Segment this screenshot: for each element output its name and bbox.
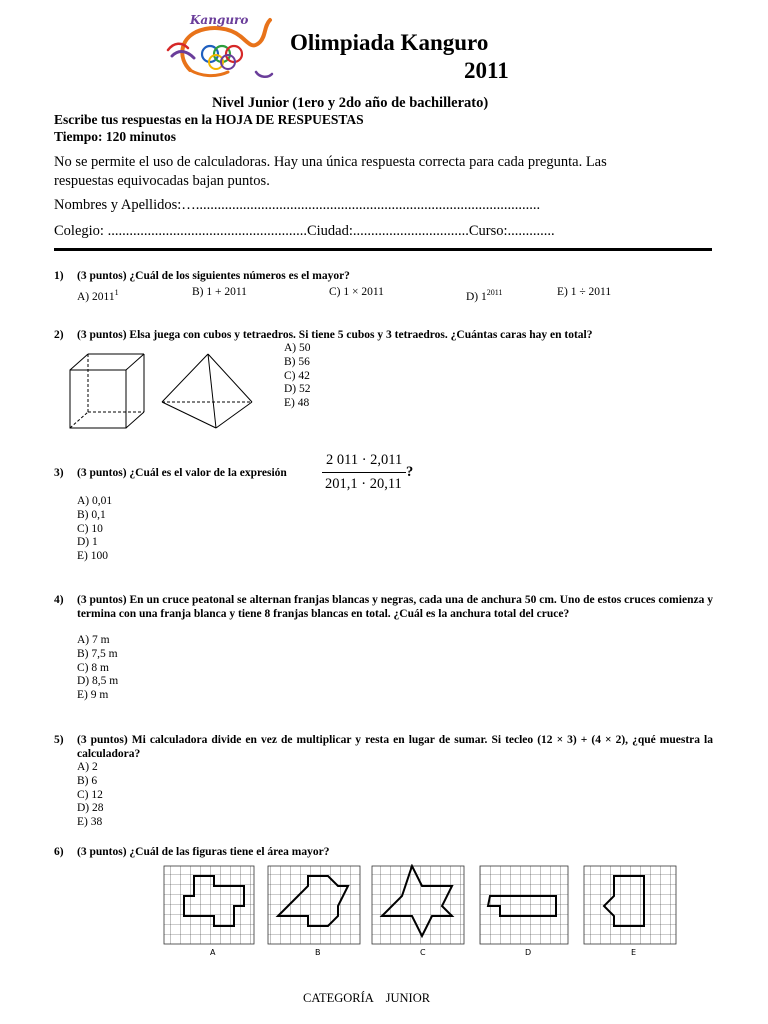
q5-option-c: C) 12 [77,788,103,801]
footer-category: CATEGORÍA JUNIOR [303,991,431,1005]
q4-option-b: B) 7,5 m [77,647,118,660]
q6-grid-figures [160,864,690,946]
grid-figure-d [480,866,568,944]
q5-option-e: E) 38 [77,816,103,829]
grid-label-a: A [210,948,216,957]
q1-option-a: A) 2011$^1$ [77,288,119,303]
q2-options [284,342,311,411]
grid-figure-b [268,866,360,944]
school-field: Colegio: .......................................................Ciudad:................................Curso:............. [54,223,555,239]
q5-option-a: A) 2 [77,761,98,773]
question-4-number: 4) [54,594,64,606]
grid-label-b: B [315,948,321,957]
instructions-line-2: Tiempo: 120 minutos [54,129,177,144]
grid-label-e: E [631,948,637,957]
level-heading: Nivel Junior (1ero y 2do año de bachillerato) [212,95,489,111]
q4-option-d: D) 8,5 m [77,675,119,688]
question-3-number: 3) [54,467,64,479]
grid-figure-c [372,866,464,944]
q2-option-d: D) 52 [284,383,311,396]
instructions-line-1: Escribe tus respuestas en la HOJA DE RESPUESTAS [54,112,364,127]
name-field: Nombres y Apellidos:…............................................................................................... [54,197,541,213]
q3-option-d: D) 1 [77,536,98,549]
kanguro-logo [160,12,278,84]
q3-fraction-bar [322,472,406,473]
q4-option-c: C) 8 m [77,661,109,674]
grid-label-d: D [525,948,532,957]
q4-option-e: E) 9 m [77,689,109,702]
q5-option-b: B) 6 [77,774,98,787]
page-title-year: 2011 [464,58,509,83]
q5-option-d: D) 28 [77,802,104,815]
question-3-text: (3 puntos) ¿Cuál es el valor de la expresión [77,467,287,479]
notice-text: No se permite el uso de calculadoras. Hay una única respuesta correcta para cada pregunta. Las respuestas equivocadas bajan puntos. [54,154,607,189]
question-1-number: 1) [54,270,64,282]
q4-option-a: A) 7 m [77,634,110,646]
q3-option-c: C) 10 [77,522,103,535]
q2-option-b: B) 56 [284,355,310,368]
q3-option-b: B) 0,1 [77,508,106,521]
q3-option-a: A) 0,01 [77,495,113,507]
q5-options [77,761,104,830]
q1-option-c: C) 1 × 2011 [329,286,384,298]
q1-option-d: D) $1^{2011}$ [466,288,503,303]
question-5-number: 5) [54,734,64,746]
question-2-text: (3 puntos) Elsa juega con cubos y tetraedros. Si tiene 5 cubos y 3 tetraedros. ¿Cuántas caras hay en total? [77,329,593,341]
logo-text: Kanguro [190,13,249,27]
question-1-text: (3 puntos) ¿Cuál de los siguientes números es el mayor? [77,270,350,282]
q3-question-mark: ? [406,464,414,480]
q3-denominator: 201,1 · 20,11 [325,476,402,492]
q3-options [77,495,112,564]
q2-option-c: C) 42 [284,369,310,382]
q3-numerator: 2 011 · 2,011 [326,452,403,468]
question-2-number: 2) [54,329,64,341]
question-6-text: (3 puntos) ¿Cuál de las figuras tiene el área mayor? [77,846,330,858]
question-4-text: (3 puntos) En un cruce peatonal se alternan franjas blancas y negras, cada una de anchura 50 cm. Uno de estos cruces comienza y termina con una franja blanca y tiene 8 franjas blancas en total. ¿Cuál es la anchura total del cruce? [77,594,713,620]
q1-option-e: E) 1 ÷ 2011 [557,286,612,298]
question-6-number: 6) [54,846,64,858]
question-5-text: (3 puntos) Mi calculadora divide en vez de multiplicar y resta en lugar de sumar. Si tecleo (12 × 3) + (4 × 2), ¿qué muestra la calculadora? [77,734,713,760]
cube-and-tetrahedron-figure [66,352,266,432]
q1-option-b: B) 1 + 2011 [192,286,247,298]
page-title: Olimpiada Kanguro [290,30,489,55]
q2-option-e: E) 48 [284,397,310,410]
header-divider [54,248,712,251]
q4-options [77,634,118,703]
grid-figure-e [584,866,676,944]
grid-figure-a [164,866,254,944]
grid-label-c: C [420,948,426,957]
q2-option-a: A) 50 [284,342,311,354]
q3-option-e: E) 100 [77,550,108,563]
